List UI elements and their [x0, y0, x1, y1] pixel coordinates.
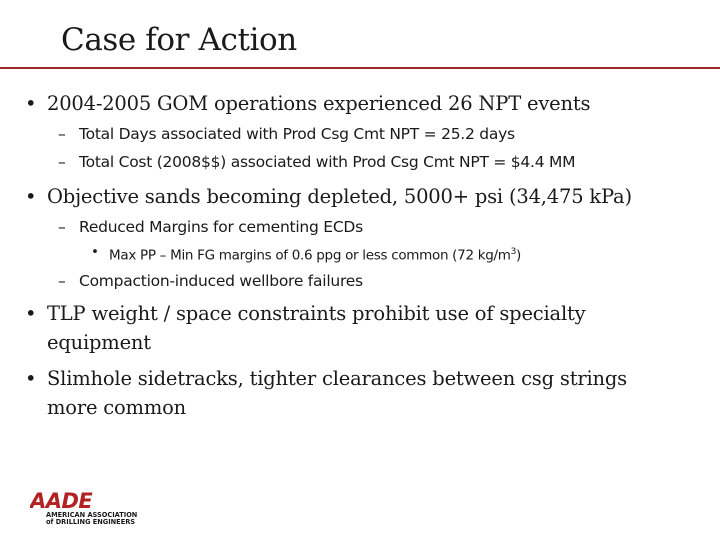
sub-bullet-text: Total Days associated with Prod Csg Cmt NPT = 25.2 days: [79, 125, 515, 143]
sub-bullet-item: [58, 270, 363, 292]
bullet-item: [25, 89, 591, 118]
sub-bullet-text: Compaction-induced wellbore failures: [79, 272, 363, 290]
dash-marker: –: [58, 272, 66, 290]
sub-bullet-item: [58, 216, 363, 238]
sub-bullet-text: Total Cost (2008$$) associated with Prod Csg Cmt NPT = $4.4 MM: [79, 153, 576, 171]
sub-sub-bullet-tail: ): [516, 247, 522, 264]
bullet-text: Objective sands becoming depleted, 5000+ psi (34,475 kPa): [47, 185, 632, 208]
bullet-item: [25, 364, 627, 422]
sub-sub-bullet-text: Max PP – Min FG margins of 0.6 ppg or less common (72 kg/m: [109, 247, 511, 264]
superscript-exponent: 3: [510, 247, 517, 257]
bullet-marker: •: [25, 302, 37, 325]
logo-letters: AADE: [30, 490, 93, 513]
sub-bullet-text: Reduced Margins for cementing ECDs: [79, 218, 363, 236]
sub-bullet-item: [58, 151, 576, 173]
title-divider: [0, 67, 720, 69]
bullet-text-continuation: equipment: [47, 331, 151, 354]
bullet-marker: •: [25, 92, 37, 115]
aade-logo: [30, 490, 145, 526]
bullet-marker: •: [25, 367, 37, 390]
bullet-text: 2004-2005 GOM operations experienced 26 NPT events: [47, 92, 591, 115]
logo-line1: AMERICAN ASSOCIATION: [46, 511, 138, 519]
bullet-text: TLP weight / space constraints prohibit use of specialty: [47, 302, 586, 325]
dash-marker: –: [58, 218, 66, 236]
bullet-item: [25, 182, 632, 211]
bullet-marker: •: [25, 185, 37, 208]
sub-bullet-item: [58, 123, 515, 145]
dash-marker: –: [58, 153, 66, 171]
logo-line2: of DRILLING ENGINEERS: [46, 518, 136, 526]
dash-marker: –: [58, 125, 66, 143]
bullet-text: Slimhole sidetracks, tighter clearances between csg strings: [47, 367, 627, 390]
bullet-text-continuation: more common: [47, 396, 187, 419]
bullet-marker: •: [91, 244, 99, 260]
sub-sub-bullet-item: [91, 242, 522, 266]
bullet-item: [25, 299, 586, 357]
slide-title: Case for Action: [61, 22, 297, 58]
